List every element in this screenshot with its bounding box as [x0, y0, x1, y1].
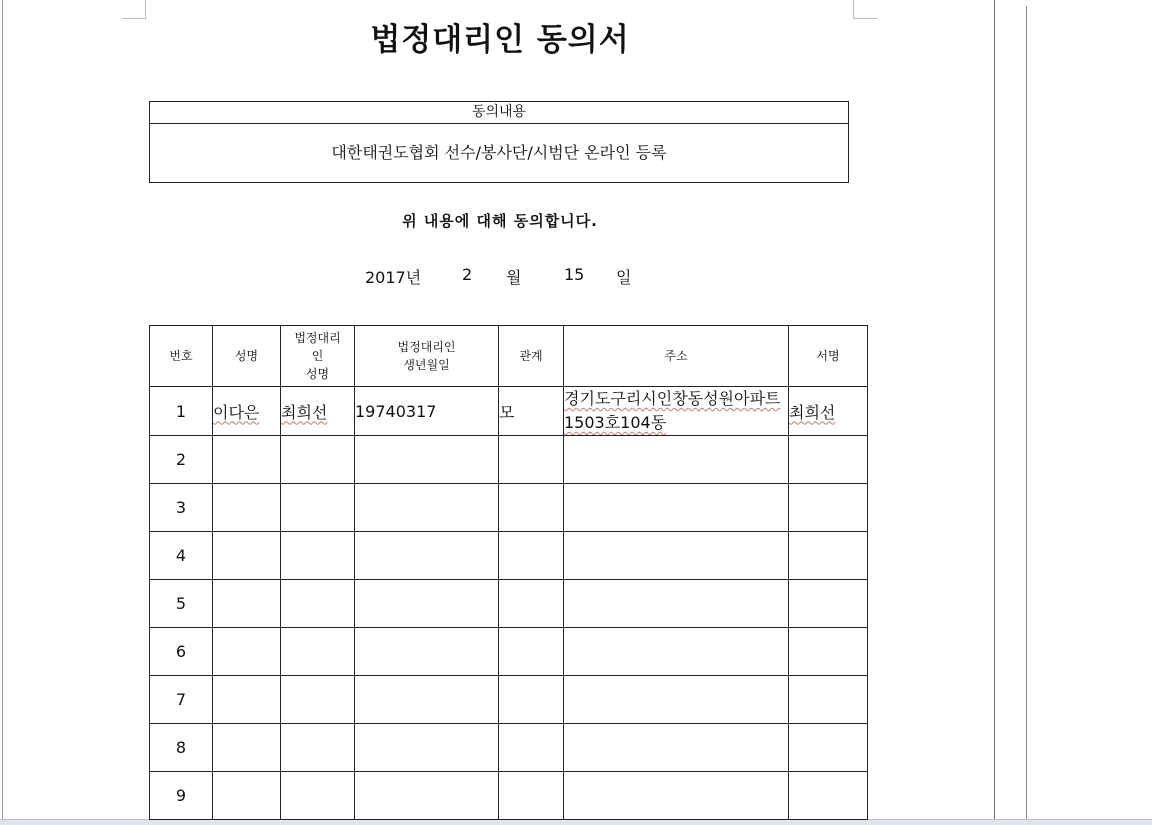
- date-day-unit: 일: [616, 268, 632, 287]
- header-guardian-birth: 법정대리인 생년월일: [355, 326, 499, 387]
- table-row: [150, 484, 868, 532]
- table-row: [150, 387, 868, 436]
- cell-signature[interactable]: [789, 436, 868, 484]
- cell-address[interactable]: [564, 532, 789, 580]
- cell-no-text: 3: [175, 498, 187, 517]
- cell-guardian-name[interactable]: [281, 628, 355, 676]
- cell-guardian-birth[interactable]: [355, 676, 499, 724]
- table-row: [150, 724, 868, 772]
- cell-no[interactable]: [150, 580, 213, 628]
- cell-name[interactable]: [213, 387, 281, 436]
- header-relation: 관계: [499, 326, 564, 387]
- cell-guardian-birth[interactable]: [355, 387, 499, 436]
- agree-statement: 위 내용에 대해 동의합니다.: [402, 212, 598, 230]
- table-row: [150, 580, 868, 628]
- cell-name[interactable]: [213, 628, 281, 676]
- page-right-edge: [994, 0, 995, 820]
- cell-relation-text: 모: [499, 402, 515, 422]
- page-left-edge: [2, 0, 3, 820]
- cell-guardian-name[interactable]: [281, 580, 355, 628]
- cell-signature[interactable]: [789, 772, 868, 820]
- table-row: [150, 676, 868, 724]
- cell-name[interactable]: [213, 676, 281, 724]
- cell-no-text: 4: [175, 546, 187, 565]
- cell-name[interactable]: [213, 436, 281, 484]
- consent-header: 동의내용: [150, 102, 848, 124]
- cell-name[interactable]: [213, 532, 281, 580]
- cell-signature[interactable]: [789, 387, 868, 436]
- cell-address[interactable]: [564, 772, 789, 820]
- cell-relation[interactable]: [499, 436, 564, 484]
- table-header-row: [150, 326, 868, 387]
- cell-relation[interactable]: [499, 628, 564, 676]
- header-signature: 서명: [789, 326, 868, 387]
- cell-name-text: 이다은: [213, 402, 260, 422]
- cell-relation[interactable]: [499, 724, 564, 772]
- cell-address[interactable]: [564, 628, 789, 676]
- cell-signature[interactable]: [789, 484, 868, 532]
- cell-no-text: 9: [175, 786, 187, 805]
- cell-no[interactable]: [150, 484, 213, 532]
- cell-no[interactable]: [150, 532, 213, 580]
- cell-relation[interactable]: [499, 580, 564, 628]
- next-page-edge: [1026, 6, 1027, 824]
- cell-signature-text: 최희선: [789, 402, 836, 422]
- cell-name[interactable]: [213, 580, 281, 628]
- cell-address[interactable]: [564, 387, 789, 436]
- cell-no[interactable]: [150, 724, 213, 772]
- cell-address[interactable]: [564, 436, 789, 484]
- header-no: 번호: [150, 326, 213, 387]
- date-month: 2: [462, 265, 473, 284]
- cell-no-text: 5: [175, 594, 187, 613]
- consent-body: 대한태권도협회 선수/봉사단/시범단 온라인 등록: [331, 143, 667, 162]
- cell-guardian-name[interactable]: [281, 484, 355, 532]
- cell-guardian-name-text: 최희선: [281, 402, 328, 422]
- cell-relation[interactable]: [499, 772, 564, 820]
- cell-guardian-birth-text: 19740317: [355, 401, 437, 421]
- margin-corner-mark-top-right: [853, 0, 854, 18]
- cell-address[interactable]: [564, 676, 789, 724]
- margin-corner-mark-top-right: [853, 18, 877, 19]
- cell-no[interactable]: [150, 436, 213, 484]
- cell-relation[interactable]: [499, 676, 564, 724]
- cell-guardian-name[interactable]: [281, 532, 355, 580]
- margin-corner-mark-top-left: [122, 18, 146, 19]
- table-row: [150, 772, 868, 820]
- table-row: [150, 436, 868, 484]
- guardian-table: [149, 325, 868, 820]
- cell-relation[interactable]: [499, 532, 564, 580]
- cell-guardian-name[interactable]: [281, 772, 355, 820]
- cell-guardian-name[interactable]: [281, 724, 355, 772]
- cell-guardian-name[interactable]: [281, 387, 355, 436]
- cell-guardian-name[interactable]: [281, 676, 355, 724]
- date-year: 2017년: [365, 268, 422, 287]
- cell-address-text: 경기도구리시인창동성원아파트1503호104동: [564, 389, 781, 432]
- margin-corner-mark-top-left: [145, 0, 146, 18]
- cell-signature[interactable]: [789, 628, 868, 676]
- date-month-unit: 월: [506, 268, 522, 287]
- cell-signature[interactable]: [789, 580, 868, 628]
- cell-no[interactable]: [150, 772, 213, 820]
- document-title: 법정대리인 동의서: [370, 22, 630, 58]
- cell-signature[interactable]: [789, 532, 868, 580]
- cell-name[interactable]: [213, 772, 281, 820]
- header-guardian-name: 법정대리 인 성명: [281, 326, 355, 387]
- cell-address[interactable]: [564, 580, 789, 628]
- header-address: 주소: [564, 326, 789, 387]
- cell-guardian-birth[interactable]: [355, 628, 499, 676]
- cell-guardian-name[interactable]: [281, 436, 355, 484]
- cell-relation[interactable]: [499, 387, 564, 436]
- consent-content-box: [149, 101, 849, 183]
- cell-signature[interactable]: [789, 724, 868, 772]
- cell-no-text: 8: [175, 738, 187, 757]
- cell-address[interactable]: [564, 484, 789, 532]
- cell-no-text: 6: [175, 642, 187, 661]
- header-name: 성명: [213, 326, 281, 387]
- table-row: [150, 628, 868, 676]
- cell-no-text: 1: [175, 401, 187, 421]
- cell-no[interactable]: [150, 676, 213, 724]
- cell-address[interactable]: [564, 724, 789, 772]
- cell-relation[interactable]: [499, 484, 564, 532]
- cell-guardian-birth[interactable]: [355, 772, 499, 820]
- date-day: 15: [564, 265, 585, 284]
- cell-guardian-birth[interactable]: [355, 532, 499, 580]
- cell-name[interactable]: [213, 724, 281, 772]
- cell-no[interactable]: [150, 387, 213, 436]
- cell-no-text: 7: [175, 690, 187, 709]
- cell-no-text: 2: [175, 450, 187, 469]
- cell-name[interactable]: [213, 484, 281, 532]
- cell-guardian-birth[interactable]: [355, 484, 499, 532]
- cell-guardian-birth[interactable]: [355, 580, 499, 628]
- table-row: [150, 532, 868, 580]
- cell-guardian-birth[interactable]: [355, 724, 499, 772]
- cell-guardian-birth[interactable]: [355, 436, 499, 484]
- cell-signature[interactable]: [789, 676, 868, 724]
- cell-no[interactable]: [150, 628, 213, 676]
- table-body: [150, 387, 868, 820]
